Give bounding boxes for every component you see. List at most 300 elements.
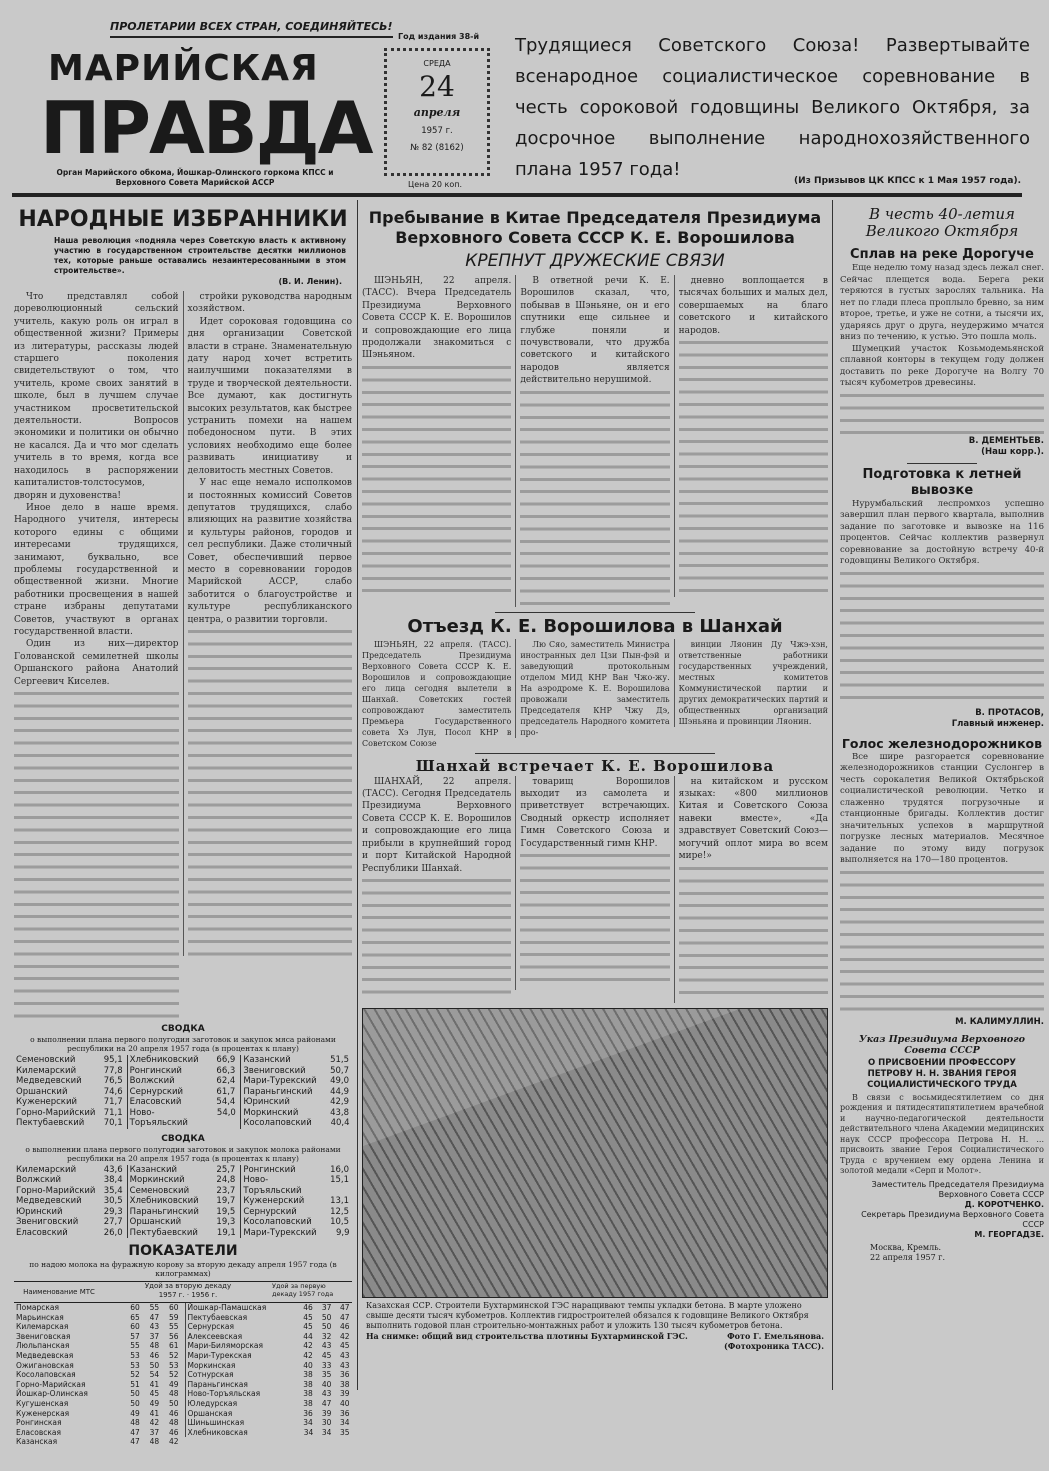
table-row (241, 1207, 352, 1218)
district-cell: Моркинский (243, 1107, 299, 1118)
district-cell: Параньгинский (129, 1206, 199, 1217)
paragraph: Все шире разгорается соревнование железнодорожников станции Суслонгер в честь сорокалетия Великой Октябрьской социалистической революции. Четко и слаженно трудятся погрузочные и станционные бригады. Коллектив достиг значительных успехов в маршрутной погрузке лесных материалов. Месячное задание по этому виду погрузок выполняется на 170—180 процентов. (840, 751, 1044, 865)
table-row (127, 1186, 238, 1197)
paragraph: Что представлял собой дореволюционный сельский учитель, какую роль он играл в общественной жизни? Примеры из литературы, рассказы людей старшего поколения свидетельствуют о том, что учитель, кроме своих занятий в школе, был в лучшем случае участником просветительской деятельности. Вопросов экономики и политики он обычно не касался. Да и что мог сделать учитель в то время, когда все находилось в распоряжении капиталистов-толстосумов, дворян и духовенства! (14, 292, 179, 501)
district-cell: Параньгинский (243, 1086, 313, 1097)
epigraph-author: (В. И. Ленин). (278, 277, 342, 286)
district-cell: Юринский (16, 1206, 63, 1217)
column-divider (832, 200, 833, 1390)
table-row (127, 1175, 238, 1186)
right-column (840, 206, 1044, 1263)
svodka-subtitle: о выполнении плана первого полугодия заготовок и закупок мяса районами республики на 20 апреля 1957 года (в процентах к плану) (30, 1035, 336, 1053)
author (840, 436, 1044, 458)
table-row (14, 1228, 125, 1239)
svodka-title: СВОДКА (161, 1024, 205, 1034)
percent-cell: 71,7 (103, 1097, 123, 1107)
district-cell: Ронгинский (243, 1164, 296, 1175)
value-cell: 41 (149, 1379, 160, 1389)
date-box (384, 48, 490, 176)
value-cell: 45 (303, 1322, 313, 1332)
header-1957: 1957 г. (158, 1291, 185, 1299)
signature-role: Секретарь Президиума Верховного Совета СССР (861, 1209, 1044, 1229)
table-row (185, 1322, 352, 1332)
decree-subtitle: О ПРИСВОЕНИИ ПРОФЕССОРУ ПЕТРОВУ Н. Н. ЗВАНИЯ ГЕРОЯ СОЦИАЛИСТИЧЕСКОГО ТРУДА (867, 1057, 1017, 1090)
article-column (674, 275, 828, 597)
value-cell: 49 (168, 1379, 179, 1389)
table-row (14, 1322, 181, 1332)
rubric: В честь 40-летия Великого Октября (865, 205, 1019, 240)
mts-name-cell: Ново-Торъяльская (187, 1389, 261, 1399)
table-row (14, 1165, 125, 1176)
percent-cell: 43,8 (330, 1107, 350, 1118)
value-cell: 54 (149, 1370, 160, 1380)
percent-cell: 50,7 (330, 1065, 350, 1076)
percent-cell: 27,7 (103, 1217, 123, 1227)
decree-title: Указ Президиума Верховного Совета СССР (859, 1033, 1025, 1056)
place: Москва, Кремль. (870, 1242, 942, 1252)
mts-name-cell: Помарская (16, 1303, 60, 1312)
value-cell: 48 (149, 1341, 160, 1351)
table-row (127, 1108, 238, 1129)
district-cell: Казанский (243, 1055, 291, 1065)
pokazateli-header: Наименование МТС Удой за вторую декаду 1957 г. · 1956 г. Удой за первую декаду 1957 года (14, 1281, 352, 1300)
table-row (185, 1409, 352, 1419)
table-row (14, 1186, 125, 1197)
author-note: (Наш корр.). (981, 446, 1044, 457)
signature-name: Д. КОРОТЧЕНКО. (964, 1199, 1044, 1209)
value-cell: 46 (303, 1303, 313, 1312)
value-cell: 47 (339, 1303, 350, 1312)
issue-number: № 82 (8162) (410, 143, 464, 153)
table-row (14, 1108, 125, 1119)
epigraph: Наша революция «подняла через Советскую власть к активному участию в государственном строительстве десятки миллионов тех, которые раньше оставались незаинтересованными в этом строительстве». (54, 236, 346, 275)
construction-photo (362, 1008, 828, 1298)
mts-name-cell: Килемарская (16, 1322, 69, 1332)
pokazateli (14, 1243, 352, 1447)
paragraph: Идет сороковая годовщина со дня организации Советской власти в стране. Знаменательную дату народ хочет встретить наилучшими показателями в труде и творческой деятельности. Все думают, как достигнуть высоких результатов, как быстрее устранить помехи на нашем победоносном пути. В этих условиях необходимо еще более развивать инициативу и деловитость местных Советов. (187, 316, 352, 476)
percent-cell: 62,4 (216, 1076, 236, 1086)
percent-cell: 25,7 (216, 1164, 236, 1175)
value-cell: 34 (339, 1418, 350, 1428)
article-title: Пребывание в Китае Председателя Президиума Верховного Совета СССР К. Е. Ворошилова (368, 208, 822, 247)
district-cell: Звениговский (243, 1065, 306, 1076)
district-cell: Медведевский (16, 1076, 82, 1086)
district-cell: Звениговский (16, 1217, 79, 1227)
table-row (241, 1108, 352, 1119)
value-cell: 35 (339, 1427, 350, 1437)
table-row (14, 1428, 181, 1438)
appeal-text: Трудящиеся Советского Союза! Развертывайте всенародное социалистическое соревнование в честь сороковой годовщины Великого Октября, за досрочное выполнение народнохозяйственного плана 1957 года! (515, 35, 1030, 180)
table-row (14, 1313, 181, 1323)
author-name: М. КАЛИМУЛЛИН. (955, 1016, 1044, 1027)
value-cell: 49 (130, 1408, 140, 1418)
value-cell: 46 (149, 1350, 160, 1360)
district-cell: Волжский (129, 1076, 175, 1086)
value-cell: 48 (130, 1418, 140, 1428)
district-cell: Ново-Торъяльский (129, 1107, 188, 1128)
table-row (241, 1217, 352, 1228)
illegible-text-lines (679, 863, 828, 1003)
value-cell: 49 (149, 1398, 160, 1408)
value-cell: 48 (168, 1389, 179, 1399)
publication-year: Год издания 38-й (398, 32, 480, 41)
district-cell: Волжский (16, 1175, 61, 1185)
percent-cell: 76,5 (103, 1076, 123, 1086)
mts-name-cell: Горно-Марийская (16, 1379, 86, 1389)
table-row (185, 1380, 352, 1390)
table-row (127, 1066, 238, 1077)
table-row (14, 1418, 181, 1428)
percent-cell: 61,7 (216, 1086, 236, 1097)
svodka-subtitle: о выполнении плана первого полугодия заготовок и закупок молока районами республики на 20 апреля 1957 года (в процентах к плану) (25, 1144, 341, 1163)
paragraph: Лю Сяо, заместитель Министра иностранных дел Цзи Пын-фэй и заведующий протокольным отделом МИД КНР Ван Чжо-жу. На аэродроме К. Е. Ворошилова провожали заместитель Председателя КНР Чжу Дэ, председатель Народного комитета про- (520, 639, 670, 737)
paragraph: товарищ Ворошилов выходит из самолета и приветствует встречающих. Сводный оркестр исполняет Гимн Советского Союза и Государственный гимн КНР. (520, 776, 670, 849)
price: Цена 20 коп. (408, 180, 463, 189)
value-cell: 42 (149, 1418, 160, 1428)
percent-cell: 9,9 (335, 1227, 350, 1238)
district-cell: Килемарский (16, 1065, 77, 1076)
percent-cell: 26,0 (103, 1227, 123, 1238)
value-cell: 50 (168, 1398, 179, 1408)
district-cell: Оршанский (129, 1217, 182, 1227)
value-cell: 45 (339, 1341, 350, 1351)
district-cell: Сернурский (129, 1086, 184, 1097)
paragraph: винции Ляонин Ду Чжэ-хэн, ответственные работники государственных учреждений, местных комитетов Коммунистической партии и других демократических партий и общественных организаций Шэньяна и провинции Ляонин. (678, 639, 828, 726)
article-subtitle: КРЕПНУТ ДРУЖЕСКИЕ СВЯЗИ (465, 251, 725, 271)
value-cell: 52 (168, 1370, 179, 1380)
percent-cell: 70,1 (103, 1118, 123, 1128)
value-cell: 38 (303, 1370, 313, 1380)
value-cell: 48 (149, 1437, 160, 1447)
percent-cell: 43,6 (103, 1164, 123, 1175)
district-cell: Мари-Турекский (243, 1076, 317, 1086)
author (840, 708, 1044, 730)
percent-cell: 74,6 (103, 1086, 123, 1097)
paragraph: Один из них—директор Голованской семилетней школы Оршанского района Анатолий Сергеевич Киселев. (14, 639, 179, 687)
district-cell: Пектубаевский (129, 1227, 198, 1238)
value-cell: 34 (303, 1418, 313, 1428)
illegible-text-lines (14, 688, 179, 1018)
table-row (14, 1399, 181, 1409)
district-cell: Куженерский (16, 1097, 77, 1107)
article-column (183, 291, 353, 956)
mts-name-cell: Моркинская (187, 1360, 236, 1370)
percent-cell: 23,7 (216, 1185, 236, 1196)
value-cell: 38 (303, 1398, 313, 1408)
value-cell: 55 (168, 1322, 179, 1332)
value-cell: 32 (321, 1331, 332, 1341)
value-cell: 47 (130, 1437, 140, 1447)
masthead-subtitle: Орган Марийского обкома, Йошкар-Олинского горкома КПСС и Верховного Совета Марийской АССР (56, 168, 334, 187)
table-row (14, 1055, 125, 1066)
appeal-source: (Из Призывов ЦК КПСС к 1 Мая 1957 года). (794, 176, 1021, 186)
article-column (362, 776, 511, 995)
value-cell: 50 (321, 1312, 332, 1322)
table-row (241, 1097, 352, 1108)
photo-credit: Фото Г. Емельянова. (Фотохроника ТАСС). (723, 1330, 824, 1351)
mts-name-cell: Медведевская (16, 1350, 74, 1360)
article-column (840, 752, 1044, 1017)
table-row (14, 1370, 181, 1380)
value-cell: 40 (303, 1360, 313, 1370)
percent-cell: 13,1 (330, 1196, 350, 1206)
district-cell: Оршанский (16, 1086, 68, 1097)
table-row (185, 1370, 352, 1380)
value-cell: 50 (321, 1322, 332, 1332)
svodka-table (14, 1055, 352, 1129)
value-cell: 60 (130, 1303, 140, 1312)
value-cell: 34 (303, 1427, 314, 1437)
header-name: Наименование МТС (23, 1288, 95, 1296)
table-row (241, 1175, 352, 1196)
district-cell: Еласовский (129, 1097, 182, 1107)
value-cell: 37 (149, 1427, 160, 1437)
paragraph: дневно воплощается в тысячах больших и малых дел, совершаемых на благо советского и китайского народов. (678, 276, 828, 336)
percent-cell: 54,0 (216, 1107, 236, 1118)
percent-cell: 35,4 (103, 1185, 123, 1196)
percent-cell: 19,5 (216, 1206, 236, 1217)
mts-name-cell: Куженерская (16, 1408, 70, 1418)
illegible-text-lines (520, 387, 669, 607)
table-row (14, 1389, 181, 1399)
value-cell: 52 (168, 1350, 179, 1360)
table-row (241, 1055, 352, 1066)
paragraph: стройки руководства народным хозяйством. (187, 292, 352, 315)
table-row (14, 1341, 181, 1351)
mts-name-cell: Косолаповская (16, 1370, 76, 1380)
divider (907, 463, 977, 464)
signatures (840, 1180, 1044, 1240)
value-cell: 61 (168, 1341, 179, 1351)
mts-name-cell: Пектубаевская (187, 1312, 248, 1322)
district-cell: Сернурский (243, 1206, 297, 1217)
table-row (14, 1380, 181, 1390)
percent-cell: 12,5 (330, 1206, 350, 1217)
percent-cell: 29,3 (103, 1206, 123, 1217)
header-divider (12, 193, 1022, 197)
decree-place-date (870, 1243, 1044, 1263)
value-cell: 50 (130, 1398, 140, 1408)
value-cell: 39 (339, 1389, 350, 1399)
value-cell: 57 (130, 1331, 140, 1341)
district-cell: Ронгинский (129, 1065, 182, 1076)
district-cell: Пектубаевский (16, 1118, 85, 1128)
table-row (14, 1196, 125, 1207)
value-cell: 53 (130, 1350, 140, 1360)
value-cell: 47 (149, 1312, 160, 1322)
table-row (185, 1428, 352, 1438)
value-cell: 42 (303, 1350, 313, 1360)
mts-name-cell: Алексеевская (187, 1331, 243, 1341)
percent-cell: 16,0 (330, 1164, 350, 1175)
value-cell: 60 (130, 1322, 140, 1332)
value-cell: 50 (130, 1389, 140, 1399)
table-row (241, 1087, 352, 1098)
mts-name-cell: Оршанская (187, 1408, 233, 1418)
value-cell: 55 (130, 1341, 140, 1351)
district-cell: Медведевский (16, 1196, 82, 1206)
percent-cell: 44,9 (330, 1086, 350, 1097)
district-cell: Килемарский (16, 1164, 77, 1175)
value-cell: 45 (303, 1312, 313, 1322)
percent-cell: 66,3 (216, 1065, 236, 1076)
value-cell: 60 (168, 1303, 179, 1312)
mts-name-cell: Казанская (16, 1437, 58, 1447)
table-row (14, 1097, 125, 1108)
value-cell: 36 (339, 1370, 350, 1380)
svodka-column (14, 1055, 125, 1129)
mts-name-cell: Мари-Турекская (187, 1350, 252, 1360)
mts-name-cell: Мари-Биляморская (187, 1341, 264, 1351)
value-cell: 43 (321, 1341, 332, 1351)
paragraph: на китайском и русском языках: «800 миллионов Китая и Советского Союза навеки вместе», «Да здравствует Советский Союз—могучий оплот мира во всем мире!» (678, 776, 828, 862)
district-cell: Косолаповский (243, 1118, 312, 1128)
value-cell: 39 (321, 1408, 332, 1418)
district-cell: Казанский (129, 1164, 178, 1175)
table-row (241, 1076, 352, 1087)
percent-cell: 54,4 (216, 1097, 236, 1107)
illegible-text-lines (362, 875, 511, 995)
value-cell: 42 (303, 1341, 313, 1351)
percent-cell: 10,5 (330, 1217, 350, 1227)
district-cell: Семеновский (16, 1055, 76, 1065)
percent-cell: 19,7 (216, 1196, 236, 1206)
article-column (362, 639, 511, 749)
value-cell: 59 (168, 1312, 179, 1322)
header-first-decade: Удой за первую декаду 1957 года (272, 1282, 334, 1298)
mts-name-cell: Марьинская (16, 1312, 64, 1322)
district-cell: Моркинский (129, 1175, 185, 1185)
value-cell: 37 (321, 1303, 332, 1312)
pokazateli-title: ПОКАЗАТЕЛИ (128, 1243, 238, 1259)
paragraph: Нурумбальский леспромхоз успешно завершил план первого квартала, выполнив задание по заготовке и вывозке на 116 процентов. Сейчас коллектив развернул соревнование за достойную встречу 40-й годовщины Великого Октября. (840, 498, 1044, 566)
value-cell: 38 (303, 1379, 313, 1389)
percent-cell: 24,8 (216, 1175, 236, 1185)
date: 22 апреля 1957 г. (870, 1252, 945, 1262)
table-row (14, 1437, 181, 1447)
paragraph: Еще неделю тому назад здесь лежал снег. Сейчас плещется вода. Берега реки теряются в густых зарослях тальника. На нет по глади плеса проплыло бревно, за ним второе, третье, и уже не сотни, а тысячи их, ударяясь друг о друга, неудержимо мчатся вниз по течению, к устью. Это пошла моль. (840, 263, 1044, 342)
newspaper-title-line1: МАРИЙСКАЯ (48, 48, 319, 89)
percent-cell: 77,8 (103, 1065, 123, 1076)
column-divider (357, 200, 358, 1390)
table-row (127, 1087, 238, 1098)
table-row (127, 1097, 238, 1108)
svodka-title: СВОДКА (161, 1133, 205, 1144)
table-row (14, 1076, 125, 1087)
value-cell: 33 (321, 1360, 332, 1370)
table-row (14, 1351, 181, 1361)
value-cell: 38 (339, 1379, 350, 1389)
author-name: В. ДЕМЕНТЬЕВ. (968, 435, 1044, 446)
value-cell: 40 (321, 1379, 332, 1389)
illegible-text-lines (840, 568, 1044, 708)
svodka-column (14, 1165, 125, 1239)
header-1956: 1956 г. (191, 1291, 218, 1299)
article-title: Сплав на реке Дорогуче (850, 247, 1034, 262)
mts-name-cell: Хлебниковская (187, 1427, 248, 1437)
article-title: Отъезд К. Е. Ворошилова в Шанхай (407, 615, 783, 637)
photo-caption (362, 1301, 828, 1351)
table-row (14, 1217, 125, 1228)
paragraph: ШЭНЬЯН, 22 апреля. (ТАСС). Председатель Президиума Верховного Совета СССР К. Е. Ворошилов и сопровождающие его лица сегодня вылетели в Шанхай. Советских гостей сопровождают заместитель Премьера Государственного совета Хэ Лун, Посол КНР в Советском Союзе (362, 639, 512, 748)
value-cell: 43 (339, 1350, 350, 1360)
value-cell: 36 (339, 1408, 350, 1418)
paragraph: ШАНХАЙ, 22 апреля. (ТАСС). Сегодня Председатель Президиума Верховного Совета СССР К. Е. Ворошилов и сопровождающие его лица прибыли в крупнейший город и порт Китайской Народной Республики Шанхай. (362, 776, 512, 874)
value-cell: 41 (149, 1408, 160, 1418)
table-row (14, 1303, 181, 1313)
signature-role: Заместитель Председателя Президиума Верховного Совета СССР (871, 1179, 1044, 1199)
paragraph: Шумецкий участок Козьмодемьянской сплавной конторы в текущем году должен доставить по реке Дорогуче на Волгу 70 тысяч кубометров древесины. (840, 343, 1044, 388)
pokazateli-table-left (14, 1303, 181, 1447)
table-row (14, 1087, 125, 1098)
percent-cell: 30,5 (103, 1196, 123, 1206)
table-row (127, 1076, 238, 1087)
table-row (14, 1409, 181, 1419)
mts-name-cell: Йошкар-Олинская (16, 1389, 88, 1399)
value-cell: 48 (168, 1418, 179, 1428)
percent-cell: 42,9 (330, 1097, 350, 1107)
table-row (185, 1332, 352, 1342)
paragraph: Иное дело в наше время. Народного учителя, интересы которого едины с общими интересами трудящихся, занимают, буквально, все проблемы государственной и общественной жизни. Многие работники просвещения в нашей стране избраны депутатами Советов, участвуют в органах государственной власти. (14, 502, 179, 637)
value-cell: 43 (321, 1389, 332, 1399)
value-cell: 52 (130, 1370, 140, 1380)
value-cell: 42 (168, 1437, 179, 1447)
caption-note: На снимке: общий вид строительства плотины Бухтарминской ГЭС. (366, 1330, 688, 1341)
newspaper-title-line2: ПРАВДА (40, 86, 372, 170)
percent-cell: 66,9 (216, 1055, 236, 1065)
article-column (674, 639, 828, 727)
mts-name-cell: Шиньшинская (187, 1418, 245, 1428)
pokazateli-table-right (185, 1303, 353, 1437)
article-title: Подготовка к летней вывозке (862, 466, 1022, 498)
district-cell: Еласовский (16, 1227, 68, 1238)
table-row (185, 1399, 352, 1409)
mts-name-cell: Ронгинская (16, 1418, 62, 1428)
district-cell: Куженерский (243, 1196, 305, 1206)
percent-cell: 51,5 (330, 1055, 350, 1065)
value-cell: 36 (303, 1408, 313, 1418)
table-row (127, 1228, 238, 1239)
pokazateli-subtitle: по надою молока на фуражную корову за вторую декаду апреля 1957 года (в килограммах) (29, 1260, 337, 1278)
svodka-column (240, 1165, 352, 1239)
article-column (840, 263, 1044, 436)
value-cell: 42 (339, 1331, 350, 1341)
mts-name-cell: Юледурская (187, 1398, 238, 1408)
table-row (185, 1303, 352, 1313)
table-row (14, 1332, 181, 1342)
value-cell: 38 (303, 1389, 313, 1399)
percent-cell: 95,1 (103, 1055, 123, 1065)
value-cell: 35 (321, 1370, 332, 1380)
mts-name-cell: Ожигановская (16, 1360, 74, 1370)
mts-name-cell: Звениговская (16, 1331, 71, 1341)
table-row (241, 1066, 352, 1077)
table-row (14, 1207, 125, 1218)
district-cell: Горно-Марийский (16, 1185, 96, 1196)
table-row (14, 1361, 181, 1371)
header-group: Удой за вторую декаду (144, 1282, 232, 1290)
value-cell: 46 (168, 1408, 179, 1418)
year: 1957 г. (421, 126, 453, 136)
article-column (14, 291, 179, 1018)
article-title: Шанхай встречает К. Е. Ворошилова (415, 756, 775, 775)
district-cell: Хлебниковский (129, 1055, 199, 1065)
percent-cell: 19,3 (216, 1217, 236, 1227)
svodka-milk (14, 1134, 352, 1239)
value-cell: 47 (339, 1312, 350, 1322)
percent-cell: 71,1 (103, 1107, 123, 1118)
illegible-text-lines (840, 867, 1044, 1017)
